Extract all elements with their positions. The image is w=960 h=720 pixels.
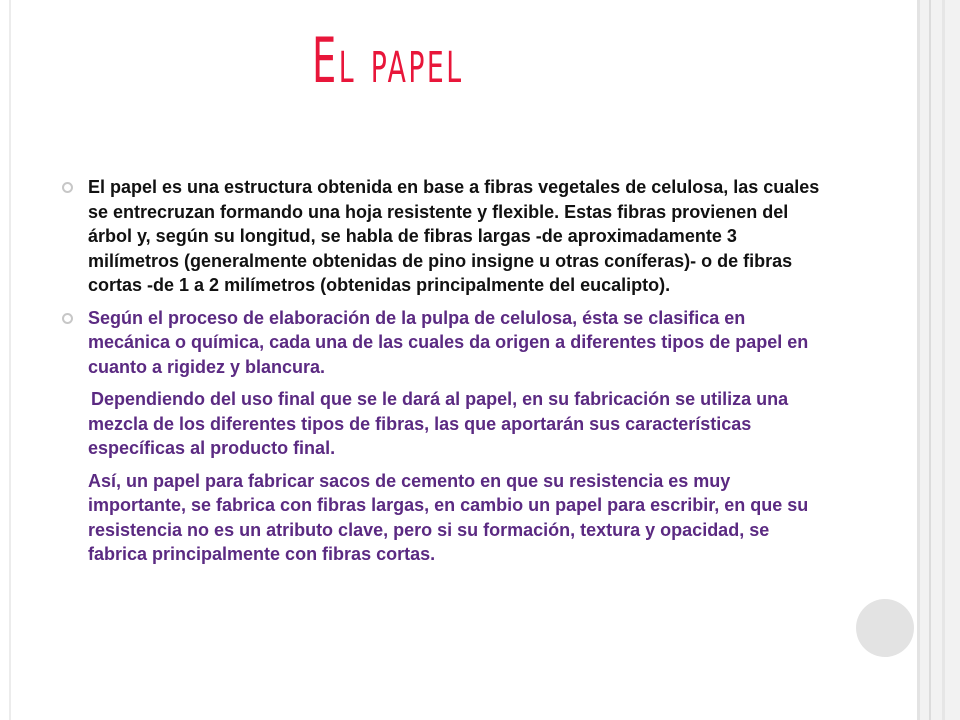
bullet-circle-icon bbox=[62, 313, 73, 324]
paragraph bbox=[60, 387, 820, 461]
circle-decoration bbox=[856, 599, 914, 657]
right-frame-decoration bbox=[917, 0, 960, 720]
frame-line bbox=[929, 0, 931, 720]
content-list bbox=[60, 175, 820, 575]
left-rule-divider bbox=[9, 0, 11, 720]
paragraph bbox=[60, 469, 820, 567]
frame-line bbox=[917, 0, 920, 720]
paragraph-text: Dependiendo del uso final que se le dará al papel, en su fabricación se utiliza una mezcla de los diferentes tipos de fibras, las que aportarán sus características específicas al producto final. bbox=[88, 389, 789, 458]
frame-line bbox=[942, 0, 945, 720]
bullet-circle-icon bbox=[62, 182, 73, 193]
bullet-paragraph bbox=[60, 175, 820, 298]
paragraph-text: Según el proceso de elaboración de la pulpa de celulosa, ésta se clasifica en mecánica o química, cada una de las cuales da origen a diferentes tipos de papel en cuanto a rigidez y blancura. bbox=[88, 307, 809, 377]
paragraph-text: El papel es una estructura obtenida en base a fibras vegetales de celulosa, las cuales se entrecruzan formando una hoja resistente y flexible. Estas fibras provienen del árbol y, según su longitud, se habla de fibras largas -de aproximadamente 3 milímetros (generalmente obtenidas de pino insigne u otras coníferas)- o de fibras cortas -de 1 a 2 milímetros (obtenidas principalmente del eucalipto). bbox=[88, 177, 820, 295]
bullet-paragraph bbox=[60, 306, 820, 380]
paragraph-text: Así, un papel para fabricar sacos de cemento en que su resistencia es muy importante, se fabrica con fibras largas, en cambio un papel para escribir, en que su resistencia no es un atributo clave, pero si su formación, textura y opacidad, se fabrica principalmente con fibras cortas. bbox=[88, 470, 809, 564]
slide-title: El papel bbox=[312, 24, 464, 97]
